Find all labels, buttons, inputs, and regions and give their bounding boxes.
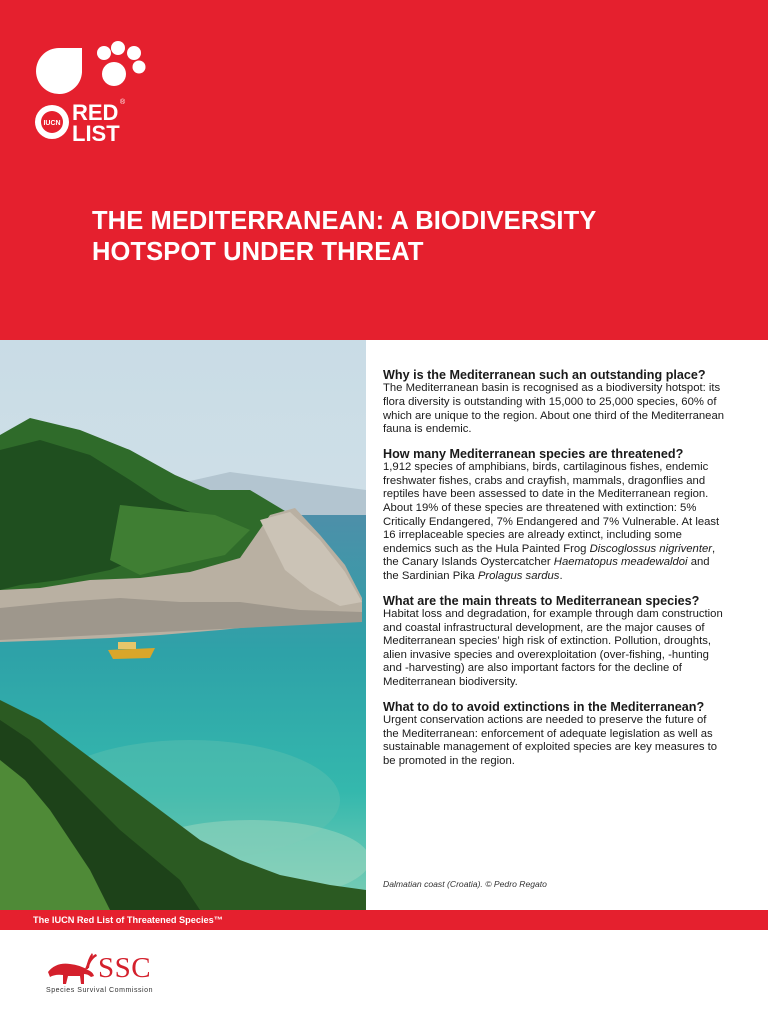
faq-section <box>383 594 725 690</box>
faq-question: Why is the Mediterranean such an outstanding place? <box>383 368 706 382</box>
species-name: Prolagus sardus <box>477 569 560 582</box>
faq-answer <box>383 382 725 436</box>
faq-answer-text: 1,912 species of amphibians, birds, cartilaginous fishes, endemic freshwater fishes, crabs and crayfish, mammals, dragonflies and reptiles have been assessed to date in the Mediterranean region. About 19% of these species are threatened with extinction: 5% Critically Endangered, 7% Endangered and 7% Vulnerable. At least 16 irreplaceable species are already extinct, including some endemics such as the Hula Painted Frog <box>383 461 720 555</box>
logo-org: IUCN <box>43 120 61 127</box>
faq-answer-text: and the Sardinian Pika <box>383 556 710 582</box>
species-name: Haematopus meadewaldoi <box>553 556 688 569</box>
faq-answer <box>383 461 725 583</box>
faq-answer-text: , the Canary Islands Oystercatcher <box>383 542 716 569</box>
faq-answer-text: The Mediterranean basin is recognised as a biodiversity hotspot: its flora diversity is outstanding with 15,000 to 25,000 species, 60% of which are unique to the region. About one third of the Mediterranean fauna is endemic. <box>383 382 725 436</box>
footer-tagline: The IUCN Red List of Threatened Species™ <box>33 915 223 925</box>
page-title-line: THE MEDITERRANEAN: A BIODIVERSITY <box>92 207 597 235</box>
faq-answer <box>383 608 725 690</box>
page-title-line: HOTSPOT UNDER THREAT <box>92 238 424 266</box>
faq-answer-text: Habitat loss and degradation, for example through dam construction and coastal infrastructural development, are the major causes of Mediterranean species’ high risk of extinction. Pollution, droughts, alien invasive species and overexploitation (over-fishing, -hunting and -harvesting) are also important factors for the decline of Mediterranean biodiversity. <box>383 607 723 688</box>
faq-question: What to do to avoid extinctions in the Mediterranean? <box>383 699 705 714</box>
coast-photo <box>0 340 366 910</box>
logo-word-red: RED <box>72 100 119 125</box>
faq-answer-text: . <box>559 569 563 582</box>
species-name: Discoglossus nigriventer <box>589 542 713 555</box>
logo-registered: ® <box>120 99 126 106</box>
faq-question: What are the main threats to Mediterranean species? <box>383 593 700 608</box>
faq-section <box>383 368 725 437</box>
faq-answer <box>383 714 725 768</box>
paw-icon <box>97 41 146 86</box>
iucn-red-list-logo <box>34 40 164 150</box>
faq-column <box>383 368 725 778</box>
ssc-subtitle: Species Survival Commission <box>46 987 154 994</box>
ssc-wordmark: SSC <box>98 952 152 984</box>
faq-section <box>383 447 725 584</box>
photo-caption: Dalmatian coast (Croatia). © Pedro Regato <box>383 879 547 889</box>
logo-word-list: LIST <box>72 121 120 146</box>
page-title <box>92 206 732 268</box>
leaf-icon <box>36 48 82 94</box>
header-banner <box>0 0 768 340</box>
faq-section <box>383 700 725 769</box>
faq-answer-text: Urgent conservation actions are needed to preserve the future of the Mediterranean: enforcement of adequate legislation as well as sustainable management of exploited species are key measures to be promoted in the region. <box>383 713 718 767</box>
faq-question: How many Mediterranean species are threatened? <box>383 446 684 461</box>
footer-band <box>0 910 768 930</box>
antelope-icon <box>48 953 97 984</box>
